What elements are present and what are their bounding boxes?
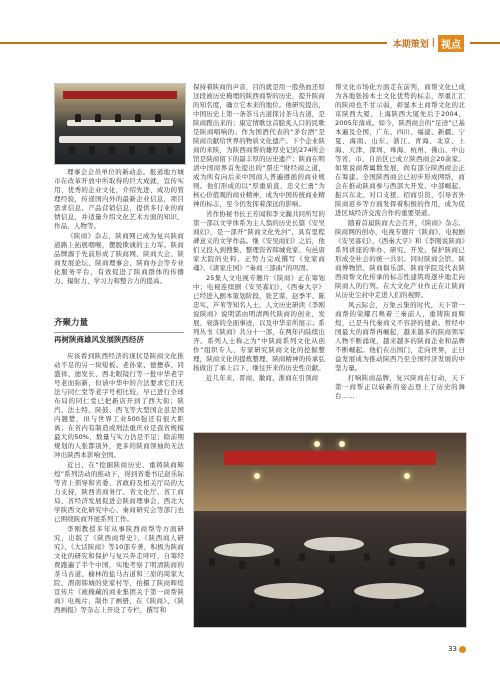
paragraph: 保持着陕商的声音，目的就是用一股热血还原这段被历史掩埋的陕西商帮的历史，提升陕商的知名度，确立它本来的地位。他研究提出，中国历史上第一条茶马古道探讨茶马古道，是陕商蹚出来的；康定情歌这首脍炙人口的民歌是陕商唱响的；作为国酒代表的“茅台酒”是陕商贡献给世界的物质文化遗产。下个企业陕商的来陕，为陕西商帮的雄厚史记的274所会馆是陕商留下的最丰厚的历史遗产；陕商在明清中国商界首先提出的“票庄”财经商之道，成为所有向后来中国商人普遍遵循的商业规则。他们形成的以“厚重质直，忠义仁勇”为核心价值观的商业精神，成为中国传统商业精神的标志，至今仍发挥着深远的影响。 (193, 83, 325, 208)
paragraph: 风云际会，万象云集的时代，天下第一商帮的荣耀召唤着三秦前人，重铸陕商辉煌，已是当代秦商义不容辞的使命。曾经中国最大的商帮再崛起，越来越多的陕商领军人物不断涌现，越来越多的陕商企业和品牌不断崛起。他们在出国门，走向世界，正日益发展成为推动陕西乃至全国经济发展的中坚力量。 (335, 301, 465, 372)
page-number-text: 33 (448, 645, 457, 653)
column-2-text (193, 83, 325, 383)
section-subtitle: 再树陕商雄风发展陕西经济 (54, 332, 184, 345)
paragraph: 应该看到陕西经济的现状是陕商文化推动不足的另一块短板。老孙家、德懋恭、同盛祥、德发长、西北眼镜行等一批中华老字号老而弥新，但请中华中的合法要求它们无法与同仁堂等老字号相比较，早已进行全球布局的同仁堂已把新店开到了西大街；陕汽、法士特、陕鼓、西飞等大型国企虽是国内翘楚，但与世界工业500强还有很大距离；在省内有制造或刑法重庆业是我省规模最大的50%，数量与实力仍是不足；除前期规划的人张都别外，更多的陕商领袖尚无法冲出陕西本影响全国。 (54, 352, 184, 459)
section-heading (54, 318, 184, 345)
column-1-bottom-text (54, 352, 184, 615)
column-3-text (335, 83, 465, 401)
meeting-photo-top (54, 83, 186, 165)
meeting-photo-bottom (193, 432, 467, 628)
paragraph: 理事会会员单位的新动态。报道地方城市在改革开放中所取得的巨大成就，宣传实用、优秀的企业文化，介绍先进、成功的管理经验，传递国内外的最新企业信息，项目需求信息、产品营销信息，提供多行业的商情信息，并适量介绍文化艺术方面的知识、作品、人物等。 (54, 168, 184, 230)
paragraph: 25集人文电视专题片《陕商》正在筹划中；电视连续剧《安吴寡妇》、《西秦大亨》已经进入剧本策划阶段，张艺谋、赵季平、陈忠实、芦苇等知名人士。人文历史研读《李刚说陕商》说明诺由明清两代陕商的创业、发展、衰落的全面事迹，以及中华亲所展示；系列丛书《陕商》共分十一部，在两年内陆续出齐。系列人士称之为“中陕商系列文化从创作”组织专人、专家研究陕商文化的挖掘整理，陕商文化的提炼整理、陕商精神的传承弘扬做出了承上启下、继往开来的历史性贡献。 (193, 274, 325, 372)
paragraph: 帮文化市场化方面走在前列，商帮文化已成为各地张扬本土文化优势的标志，厚重汇汇的陕商也不甘示弱，彰显本土商帮文化的北京陕西大厦、上海陕西大厦先后于2004、2005年落成。如今，陕西商会的“足迹”已基本遍及全国，广东、四川、福建、新疆、宁夏、海南、山东、浙江、青海、北京、上海、天津、深圳、珠海、杭州、佛山、中山等省、市、自治区已成立陕西商会20余家。如果说商帮属数发展，尚有部分陕西商会正在筹建。全国陕西商会已初步形成网络，商会在推动陕商参与西部大开发、中部崛起、振兴东北、对口支援、招商引资、引导省外陕商返乡等方面发挥着积极的作用，成为促进区域经济交流合作的重要渠道。 (335, 83, 465, 217)
paragraph: 近几年来，晋商、徽商、浙商在引领商 (206, 374, 319, 382)
section-name: 本期策划 (392, 39, 429, 50)
section-title: 齐聚力量 (54, 318, 89, 328)
paragraph: 李刚教授多年从事陕西商帮等方面研究，出版了《陕西商帮史》、《陕西商人研究》、《大话陕商》等10部专著，积极为陕商文化的研究和保护与复兴奔走呼吁，自筹经费跑遍了半个中国，实地考察了明清陕商的茶马古道、榆林的盐马古道和三原的周家大院、渭南韩城的党家村等，拍摄了陕商辉煌宣传片《被掩藏的商业集团关于第一商帮陕商》电视片、制作了画册，在《陕商》、《陕西画报》等杂志上开设了专栏，撰写和 (54, 525, 184, 614)
paragraph: 省作协秘书长王芳闻和李文瀚共同所写的第一部以文学体系为主人翁的历史长篇《安吴商妇》，是一部开“陕商文化先河”，具有里程碑意义的文学作品。继《安吴商妇》之后，他们又投入到搜集、整理资省韩城党家、句邑唐家大院的史料，正势力完成撰写《党家商魂》、《唐家庄园》“秦商三部曲”的巩固。 (193, 210, 325, 272)
paragraph: 随着首届陕商大会召开，《陕商》杂志、陕商网的创办，电视专题片《陕商》、电视剧《安吴寡妇》、《西秦大亨》和《李刚说陕商》系列讲座的举办、研究、开发、保护陕商已形成全社会的统一共识。同时陕商会馆、陕商博物馆、陕商俱乐部、陕商学院及代表陕西商帮文化传承的标志性建筑将逐步地走向陕商人的行列。在大文化产业作正在让陕商从历史尘封中走进人们的视野。 (335, 219, 465, 299)
masthead-tag (387, 36, 470, 50)
section-separator: | (431, 38, 435, 48)
paragraph: 《陕商》杂志，陕商网已成为复兴陕商道路上拓展咽喉，摆脱欺诚的主力军。陕商品牌源于先前形成了陕商网、陕商大会、陕商发展论坛、陕商理事会、陕商办会等专业化服务平台，有效促进了陕商群体的传播力、辐射力、学习力和整合力的提高。 (54, 232, 184, 285)
page-marker-icon (459, 646, 466, 653)
column-1-top-text (54, 168, 184, 286)
section-masthead (0, 36, 500, 50)
page-number (448, 645, 466, 653)
paragraph: 打响陕商品牌，复兴陕商在行动，天下第一商帮正以崭新的姿态登上了历史的舞台…… (335, 374, 465, 400)
paragraph: 近日，在“挖掘陕商历史、重铸陕商辉煌”系列活动的推动下，得到省委书记赵乐际等省上领导和省委、省政府及相关厅局的大力支持，陕西省商务厅、省文化厅、省工商局、省经济发展促进会陕商理事会、西北大学陕西文化研究中心、秦商研究会等部门也已围绕陕商开展系列工作。 (54, 461, 184, 523)
section-badge: 视点 (438, 35, 464, 52)
